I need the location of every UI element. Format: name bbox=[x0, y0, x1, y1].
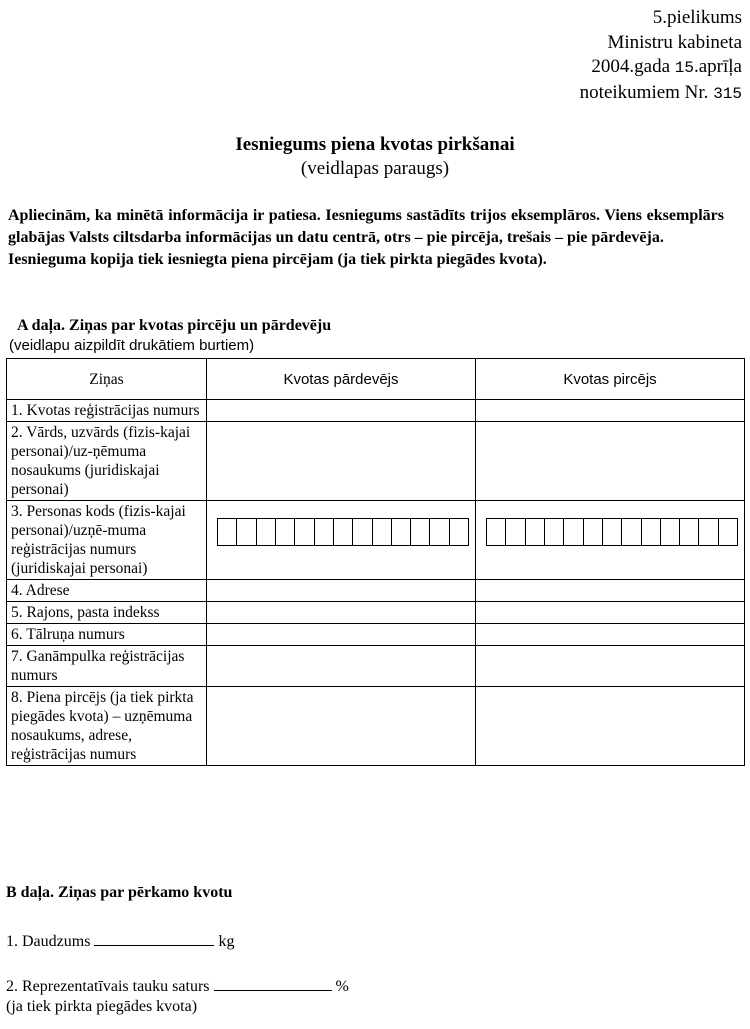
buyer-code-boxes[interactable] bbox=[486, 518, 738, 546]
annex-number: 5.pielikums bbox=[652, 7, 742, 28]
section-a-table bbox=[6, 358, 745, 766]
intro-paragraph-2: Iesnieguma kopija tiek iesniegta piena pircējam (ja tiek pirkta piegādes kvota). bbox=[8, 251, 547, 268]
column-header-info: Ziņas bbox=[7, 359, 207, 400]
quantity-label: 1. Daudzums bbox=[6, 933, 91, 950]
column-header-seller: Kvotas pārdevējs bbox=[207, 359, 476, 400]
table-row bbox=[7, 422, 745, 501]
quantity-unit: kg bbox=[218, 933, 235, 950]
seller-field[interactable] bbox=[207, 602, 476, 624]
fat-content-note: (ja tiek pirkta piegādes kvota) bbox=[6, 998, 198, 1015]
buyer-field[interactable] bbox=[476, 646, 745, 687]
issuer: Ministru kabineta bbox=[607, 31, 742, 53]
regulation-date: 2004.gada 15.aprīļa bbox=[591, 56, 742, 77]
section-b-title: B daļa. Ziņas par pērkamo kvotu bbox=[6, 884, 233, 901]
table-header-row bbox=[7, 359, 745, 400]
row-label: 8. Piena pircējs (ja tiek pirkta piegādes kvota) – uzņēmuma nosaukums, adrese, reģistrācijas numurs bbox=[7, 687, 207, 766]
seller-field[interactable] bbox=[207, 501, 476, 580]
row-label: 5. Rajons, pasta indekss bbox=[7, 602, 207, 624]
row-label: 3. Personas kods (fizis-kajai personai)/uzņē-muma reģistrācijas numurs (juridiskajai personai) bbox=[7, 501, 207, 580]
table-row bbox=[7, 501, 745, 580]
buyer-field[interactable] bbox=[476, 580, 745, 602]
table-row bbox=[7, 687, 745, 766]
buyer-field[interactable] bbox=[476, 501, 745, 580]
buyer-field[interactable] bbox=[476, 422, 745, 501]
buyer-field[interactable] bbox=[476, 687, 745, 766]
row-label: 6. Tālruņa numurs bbox=[7, 624, 207, 646]
seller-field[interactable] bbox=[207, 400, 476, 422]
annex-header bbox=[580, 6, 742, 106]
table-row bbox=[7, 624, 745, 646]
column-header-buyer: Kvotas pircējs bbox=[476, 359, 745, 400]
buyer-field[interactable] bbox=[476, 400, 745, 422]
seller-field[interactable] bbox=[207, 422, 476, 501]
quantity-line bbox=[6, 931, 234, 951]
table-row bbox=[7, 400, 745, 422]
row-label: 2. Vārds, uzvārds (fizis-kajai personai)/uz-ņēmuma nosaukums (juridiskajai personai) bbox=[7, 422, 207, 501]
table-row bbox=[7, 646, 745, 687]
table-row bbox=[7, 602, 745, 624]
quantity-input[interactable] bbox=[94, 931, 214, 946]
form-title: Iesniegums piena kvotas pirkšanai bbox=[235, 134, 515, 155]
row-label: 7. Ganāmpulka reģistrācijas numurs bbox=[7, 646, 207, 687]
form-subtitle: (veidlapas paraugs) bbox=[300, 158, 450, 179]
section-a-subtitle: (veidlapu aizpildīt drukātiem burtiem) bbox=[9, 337, 255, 354]
buyer-field[interactable] bbox=[476, 602, 745, 624]
buyer-field[interactable] bbox=[476, 624, 745, 646]
fat-content-line bbox=[6, 976, 349, 996]
fat-content-label: 2. Reprezentatīvais tauku saturs bbox=[6, 978, 210, 995]
seller-code-boxes[interactable] bbox=[217, 518, 469, 546]
section-a-title: A daļa. Ziņas par kvotas pircēju un pārdevēju bbox=[17, 317, 332, 334]
fat-content-input[interactable] bbox=[214, 976, 332, 991]
seller-field[interactable] bbox=[207, 580, 476, 602]
seller-field[interactable] bbox=[207, 687, 476, 766]
row-label: 1. Kvotas reģistrācijas numurs bbox=[7, 400, 207, 422]
seller-field[interactable] bbox=[207, 646, 476, 687]
fat-content-unit: % bbox=[335, 978, 349, 995]
regulation-number: noteikumiem Nr. 315 bbox=[579, 81, 742, 103]
intro-paragraph-1: Apliecinām, ka minētā informācija ir patiesa. Iesniegums sastādīts trijos eksemplāros. Viens eksemplārs glabājas Valsts ciltsdarba informācijas un datu centrā, otrs – pie pircēja, trešais – pie pārdevēja. bbox=[8, 207, 724, 246]
intro-text bbox=[8, 205, 724, 271]
row-label: 4. Adrese bbox=[7, 580, 207, 602]
table-row bbox=[7, 580, 745, 602]
seller-field[interactable] bbox=[207, 624, 476, 646]
